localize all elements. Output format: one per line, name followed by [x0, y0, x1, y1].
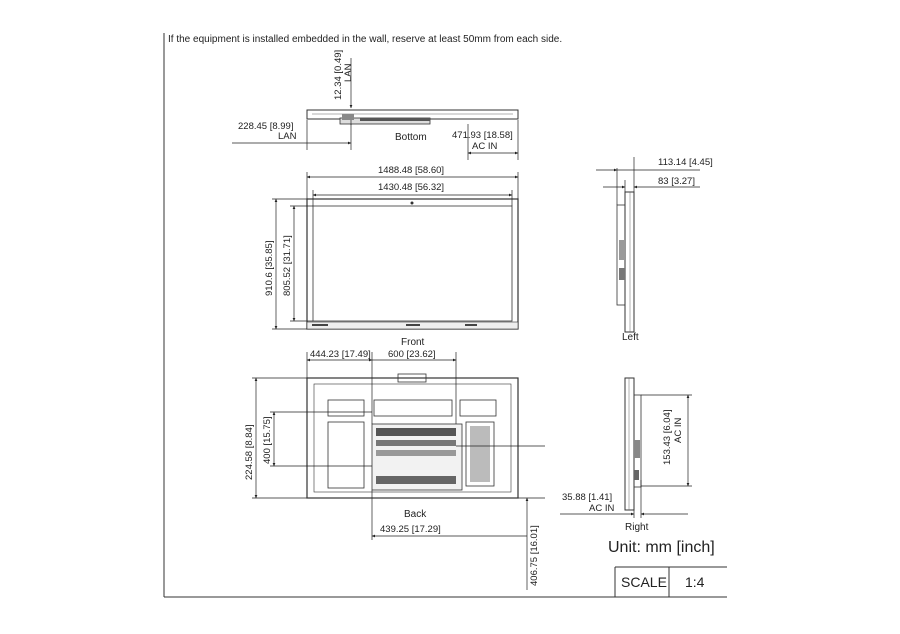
unit-label: Unit: mm [inch] [608, 539, 715, 556]
installation-note: If the equipment is installed embedded in the wall, reserve at least 50mm from each side. [168, 34, 563, 45]
front-screen-height-dim: 805.52 [31.71] [282, 235, 293, 296]
front-overall-width-dim: 1488.48 [58.60] [378, 165, 445, 176]
bottom-lan-height-sub: LAN [343, 63, 354, 82]
back-vesa-width-dim: 600 [23.62] [388, 349, 436, 360]
right-view-label: Right [625, 522, 649, 533]
bottom-lan-offset-dim: 228.45 [8.99] [238, 121, 294, 132]
scale-label: SCALE [621, 574, 667, 590]
back-view-label: Back [404, 509, 427, 520]
front-view-label: Front [401, 337, 425, 348]
bottom-acin-offset-sub: AC IN [472, 141, 498, 152]
front-overall-height-dim: 910.6 [35.85] [264, 240, 275, 296]
back-offset-left-dim: 444.23 [17.49] [310, 349, 371, 360]
front-view [307, 199, 518, 329]
front-dimension-lines [272, 172, 518, 329]
left-body-depth-dim: 83 [3.27] [658, 176, 695, 187]
right-acin-depth-dim: 35.88 [1.41] [562, 492, 613, 503]
back-offset-vertical-dim: 224.58 [8.84] [244, 424, 255, 480]
right-acin-height-dim: 153.43 [6.04] [662, 409, 673, 465]
right-acin-depth-sub: AC IN [589, 503, 615, 514]
back-vesa-height-dim: 400 [15.75] [262, 416, 273, 464]
left-view-label: Left [622, 332, 639, 343]
bottom-view [307, 110, 518, 124]
bottom-view-label: Bottom [395, 132, 427, 143]
left-depth-dim: 113.14 [4.45] [658, 157, 713, 168]
right-acin-height-sub: AC IN [673, 417, 684, 443]
scale-value: 1:4 [685, 574, 705, 590]
back-bottom-offset-dim: 439.25 [17.29] [380, 524, 441, 535]
front-screen-width-dim: 1430.48 [56.32] [378, 182, 445, 193]
back-view [307, 374, 518, 498]
bottom-lan-height-dim: 12.34 [0.49] [333, 49, 344, 100]
bottom-acin-offset-dim: 471.93 [18.58] [452, 130, 513, 141]
right-view [625, 378, 641, 510]
back-total-height-dim: 406.75 [16.01] [529, 525, 540, 586]
bottom-lan-offset-sub: LAN [278, 131, 297, 142]
left-view [617, 192, 634, 332]
